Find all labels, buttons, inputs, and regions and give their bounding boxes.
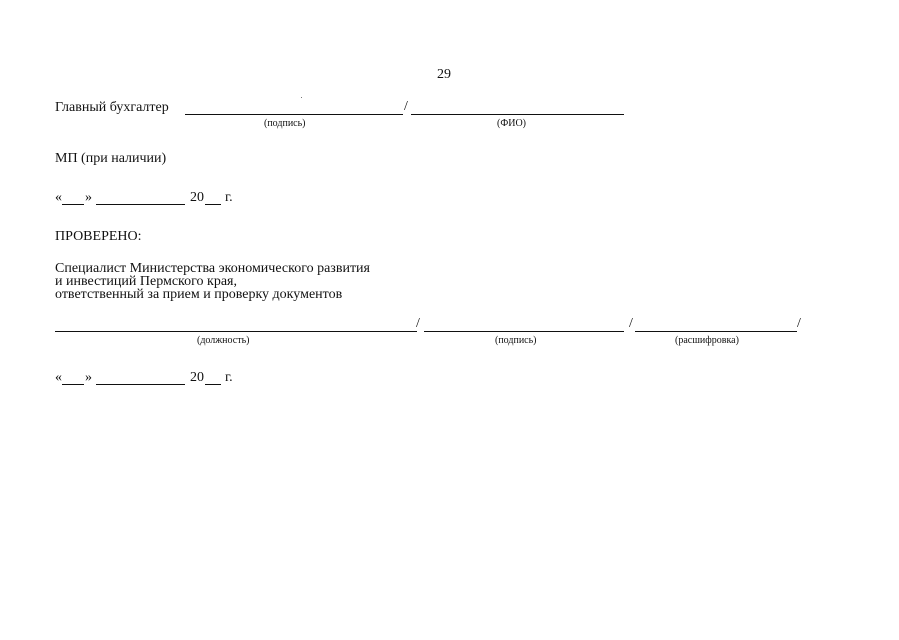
specialist-signature-line[interactable] [424, 331, 624, 332]
date2-year-suffix: г. [225, 370, 233, 385]
signature-row-slash-2: / [629, 316, 633, 331]
stamp-label: МП (при наличии) [55, 151, 167, 166]
specialist-line-3: ответственный за прием и проверку документов [55, 287, 343, 302]
date2-day-line[interactable] [62, 384, 84, 385]
date-year-prefix: 20 [190, 190, 204, 205]
caption-name: (ФИО) [497, 118, 527, 129]
specialist-line-2: и инвестиций Пермского края, [55, 274, 237, 289]
date-close-quote: » [85, 190, 92, 205]
page-number: 29 [437, 67, 451, 82]
decoding-line[interactable] [635, 331, 797, 332]
chief-accountant-signature-line[interactable] [185, 114, 403, 115]
specialist-line-1: Специалист Министерства экономического развития [55, 261, 370, 276]
date-day-line[interactable] [62, 204, 84, 205]
date2-month-line[interactable] [96, 384, 185, 385]
chief-accountant-slash: / [404, 99, 408, 114]
chief-accountant-name-line[interactable] [411, 114, 624, 115]
date2-year-line[interactable] [205, 384, 221, 385]
date-month-line[interactable] [96, 204, 185, 205]
date2-open-quote: « [55, 370, 62, 385]
chief-accountant-label: Главный бухгалтер [55, 100, 169, 115]
caption-decoding: (расшифровка) [675, 335, 739, 346]
position-line[interactable] [55, 331, 417, 332]
date2-close-quote: » [85, 370, 92, 385]
caption-specialist-signature: (подпись) [495, 335, 537, 346]
date-year-suffix: г. [225, 190, 233, 205]
signature-row-slash-3: / [797, 316, 801, 331]
caption-signature: (подпись) [264, 118, 306, 129]
date-open-quote: « [55, 190, 62, 205]
date-year-line[interactable] [205, 204, 221, 205]
signature-row-slash-1: / [416, 316, 420, 331]
date2-year-prefix: 20 [190, 370, 204, 385]
caption-position: (должность) [197, 335, 250, 346]
checked-heading: ПРОВЕРЕНО: [55, 229, 142, 244]
scan-speck [301, 97, 302, 98]
